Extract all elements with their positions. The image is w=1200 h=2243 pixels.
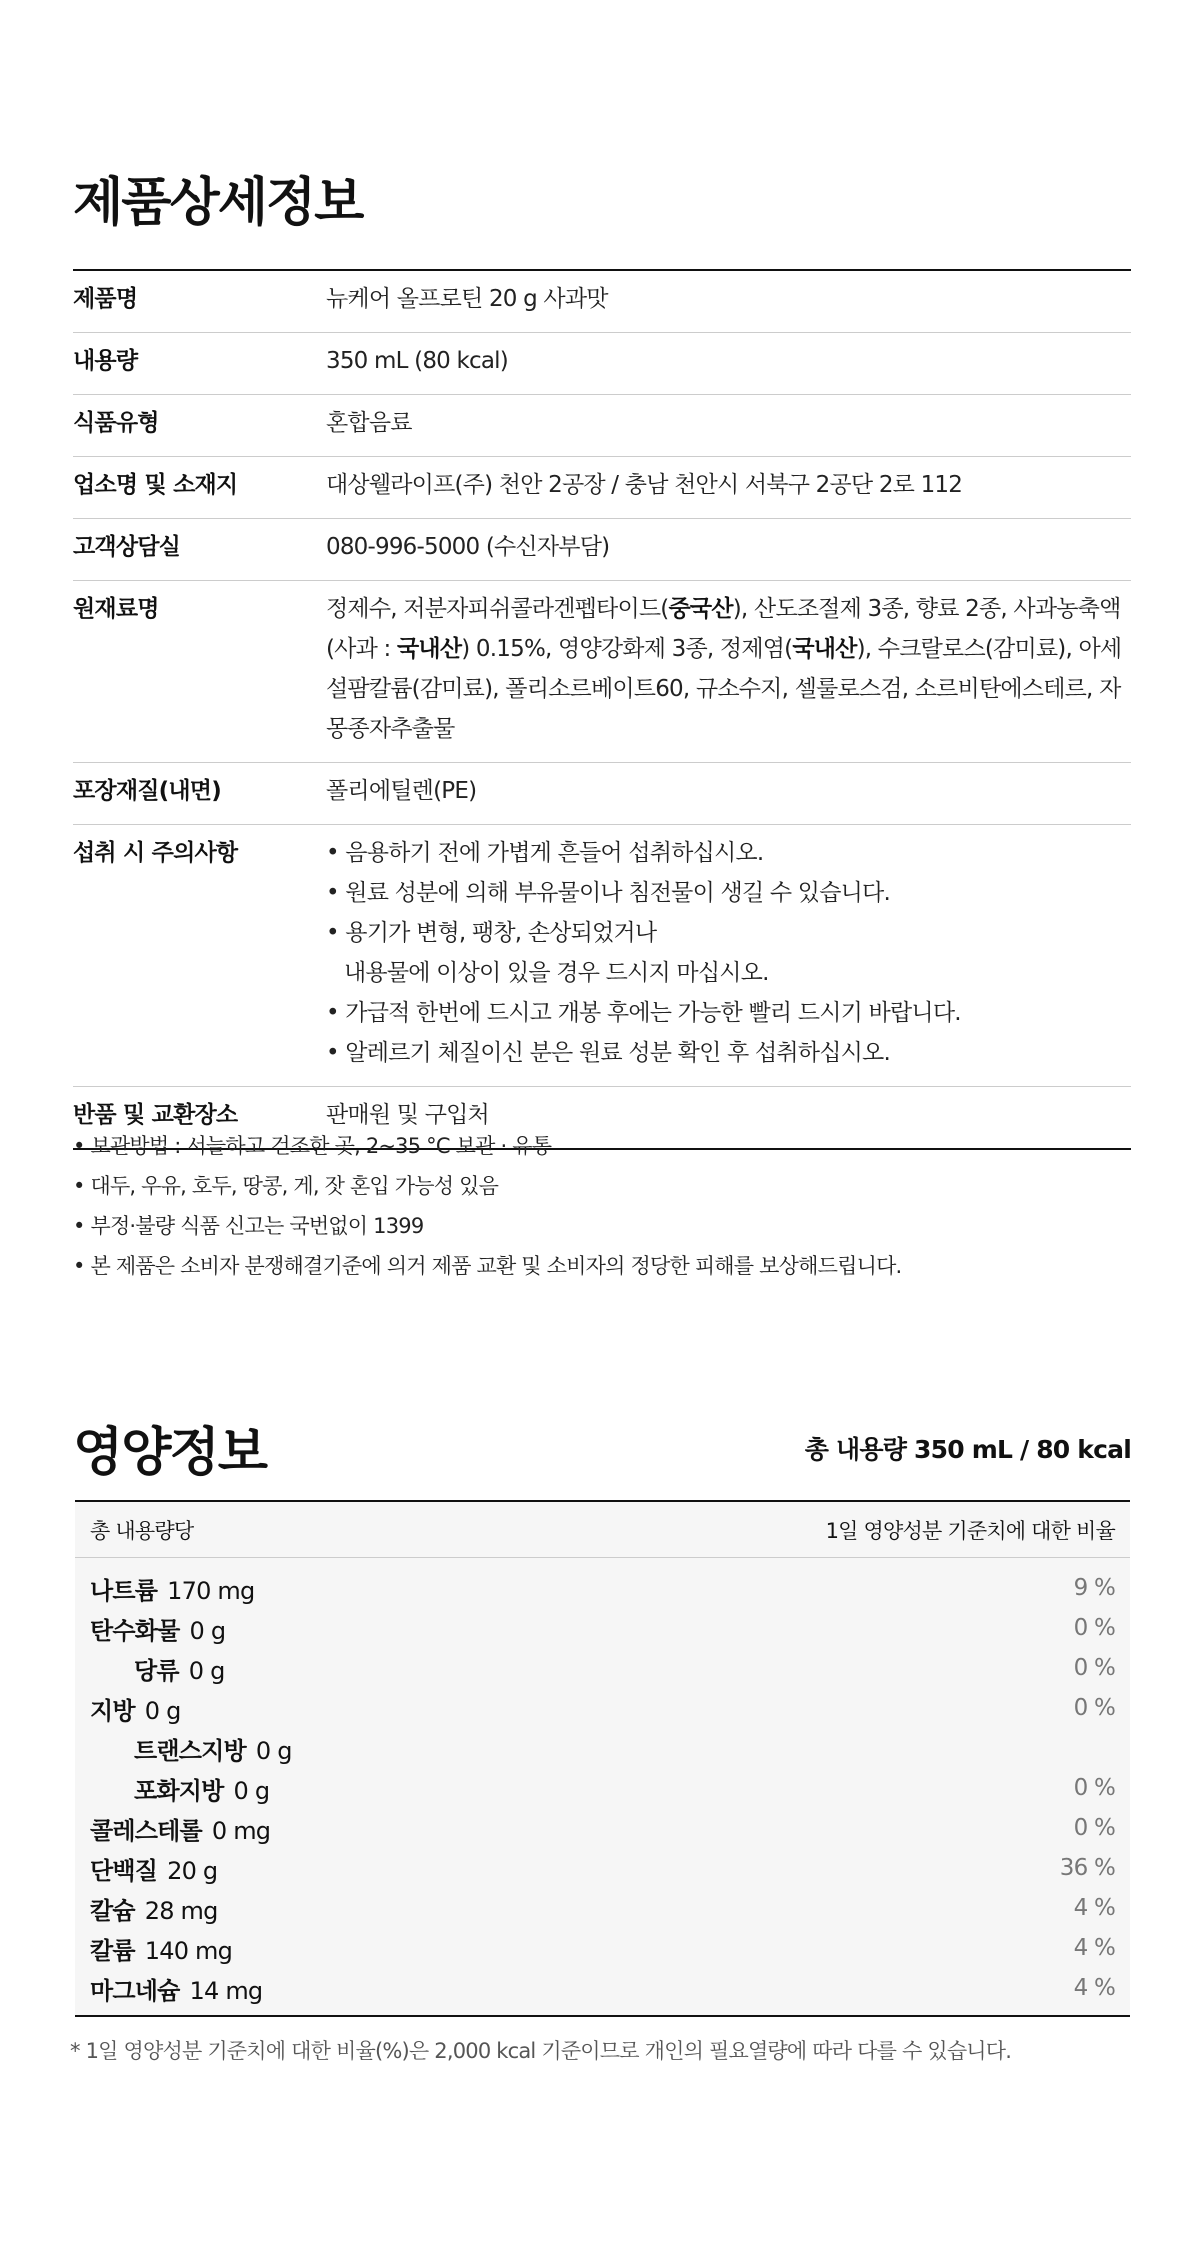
nutrient-percent: 0 % [1073,1695,1115,1721]
nutrition-table [75,1500,1130,2017]
detail-notes [73,1126,1131,1286]
precaution-item: • 음용하기 전에 가볍게 흔들어 섭취하십시오. [326,840,764,866]
precaution-item: • 가급적 한번에 드시고 개봉 후에는 가능한 빨리 드시기 바랍니다. [326,1000,961,1026]
detail-row-customer-center [73,519,1131,581]
nutrient-amount: 0 g [189,1616,226,1645]
nutrition-row-calcium [90,1888,1115,1928]
detail-value: 대상웰라이프(주) 천안 2공장 / 충남 천안시 서북구 2공단 2로 112 [326,472,963,498]
detail-label: 업소명 및 소재지 [73,472,238,498]
nutrient-name: 나트륨 [90,1576,158,1605]
nutrient-amount: 0 g [144,1696,181,1725]
nutrition-title: 영양정보 [73,1423,266,1483]
precaution-item: • 원료 성분에 의해 부유물이나 침전물이 생길 수 있습니다. [326,880,890,906]
origin-highlight: 국내산 [396,636,462,662]
nutrition-row-cholesterol [90,1808,1115,1848]
nutrition-row-magnesium [90,1968,1115,2008]
precaution-item: • 용기가 변형, 팽창, 손상되었거나 [326,920,657,946]
nutrition-row-carbohydrate [90,1608,1115,1648]
nutrient-percent: 9 % [1073,1575,1115,1601]
nutrient-amount: 0 g [255,1736,292,1765]
nutrition-row-sodium [90,1568,1115,1608]
ingredients-text: ), 수크랄로스(감미료), 아세설팜칼륨(감미료), 폴리소르베이트60, 규소수지, 셀룰로스검, 소르비탄에스테르, 자몽종자추출물 [326,636,1122,742]
detail-row-product-name [73,271,1131,333]
nutrition-row-potassium [90,1928,1115,1968]
nutrient-name: 마그네슘 [90,1976,180,2005]
precaution-item-continued: 내용물에 이상이 있을 경우 드시지 마십시오. [344,960,769,986]
nutrient-name: 탄수화물 [90,1616,180,1645]
detail-title: 제품상세정보 [73,173,363,233]
nutrient-percent: 0 % [1073,1775,1115,1801]
detail-label: 섭취 시 주의사항 [73,840,238,866]
detail-row-volume [73,333,1131,395]
nutrient-name: 포화지방 [134,1776,224,1805]
detail-label: 제품명 [73,286,138,312]
nutrient-percent: 4 % [1073,1935,1115,1961]
detail-label: 포장재질(내면) [73,778,221,804]
nutrient-name: 트랜스지방 [134,1736,246,1765]
nutrition-total-summary: 총 내용량 350 mL / 80 kcal [804,1435,1131,1464]
nutrition-row-fat [90,1688,1115,1728]
detail-row-ingredients [73,581,1131,763]
detail-row-precautions [73,825,1131,1087]
detail-row-packaging [73,763,1131,825]
nutrition-row-protein [90,1848,1115,1888]
nutrient-amount: 0 g [188,1656,225,1685]
nutrition-header-left: 총 내용량당 [90,1518,194,1543]
nutrition-table-header [75,1502,1130,1558]
detail-value: 350 mL (80 kcal) [326,348,508,374]
nutrition-row-saturated-fat [90,1768,1115,1808]
ingredients-text: ) 0.15%, 영양강화제 3종, 정제염( [461,636,793,662]
nutrition-row-trans-fat [90,1728,1115,1768]
precautions-list [326,833,1131,1073]
detail-value: 판매원 및 구입처 [326,1102,489,1128]
detail-row-food-type [73,395,1131,457]
detail-label: 고객상담실 [73,534,181,560]
nutrition-header-right: 1일 영양성분 기준치에 대한 비율 [825,1518,1115,1543]
origin-highlight: 중국산 [668,596,733,622]
nutrient-amount: 0 g [233,1776,270,1805]
ingredients-text: 정제수, 저분자피쉬콜라겐펩타이드( [326,596,669,622]
nutrient-name: 지방 [90,1696,135,1725]
nutrient-percent: 0 % [1073,1815,1115,1841]
detail-value: 080-996-5000 (수신자부담) [326,534,610,560]
nutrient-percent: 4 % [1073,1895,1115,1921]
precaution-item: • 알레르기 체질이신 분은 원료 성분 확인 후 섭취하십시오. [326,1040,890,1066]
detail-row-manufacturer [73,457,1131,519]
note-item: • 대두, 우유, 호두, 땅콩, 게, 잣 혼입 가능성 있음 [73,1174,499,1198]
nutrition-rows [75,1558,1130,2008]
nutrient-amount: 14 mg [189,1976,263,2005]
detail-label: 내용량 [73,348,138,374]
nutrient-amount: 140 mg [144,1936,233,1965]
note-item: • 본 제품은 소비자 분쟁해결기준에 의거 제품 교환 및 소비자의 정당한 피해를 보상해드립니다. [73,1254,902,1278]
origin-highlight: 국내산 [792,636,857,662]
note-item: • 부정·불량 식품 신고는 국번없이 1399 [73,1214,424,1238]
nutrient-name: 칼륨 [90,1936,135,1965]
detail-label: 원재료명 [73,596,159,622]
ingredients-text: ), 산도조절제 3종, 향료 2종, 사과농축액(사과 : [326,596,1121,662]
nutrient-name: 콜레스테롤 [90,1816,202,1845]
nutrition-row-sugars [90,1648,1115,1688]
nutrient-percent: 4 % [1073,1975,1115,2001]
nutrition-footnote: * 1일 영양성분 기준치에 대한 비율(%)은 2,000 kcal 기준이므로 개인의 필요열량에 따라 다를 수 있습니다. [70,2039,1012,2063]
detail-value: 혼합음료 [326,410,412,436]
nutrient-amount: 28 mg [144,1896,218,1925]
detail-label: 반품 및 교환장소 [73,1102,238,1128]
nutrient-percent: 0 % [1073,1655,1115,1681]
nutrient-percent: 36 % [1059,1855,1115,1881]
nutrient-name: 당류 [134,1656,179,1685]
nutrient-name: 칼슘 [90,1896,135,1925]
nutrient-name: 단백질 [90,1856,158,1885]
product-detail-table [73,269,1131,1150]
nutrient-amount: 0 mg [211,1816,271,1845]
nutrient-amount: 20 g [167,1856,218,1885]
detail-value: 뉴케어 올프로틴 20 g 사과맛 [326,286,608,312]
nutrient-amount: 170 mg [167,1576,255,1605]
detail-value: 폴리에틸렌(PE) [326,778,477,804]
ingredients-value [326,589,1131,749]
nutrient-percent: 0 % [1073,1615,1115,1641]
note-item: • 보관방법 : 서늘하고 건조한 곳, 2~35 °C 보관 · 유통 [73,1134,552,1158]
detail-label: 식품유형 [73,410,159,436]
